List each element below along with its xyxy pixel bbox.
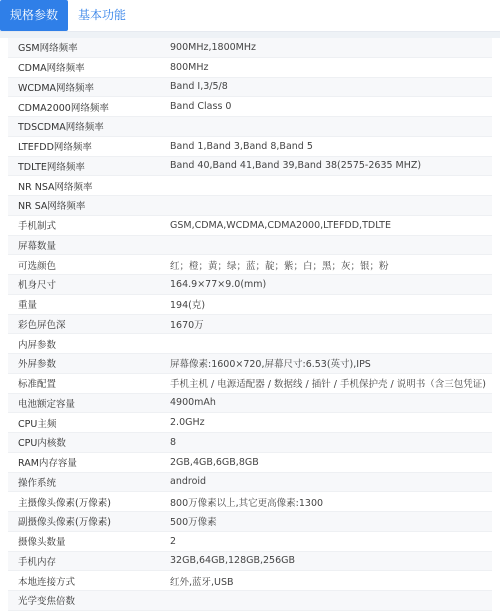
- spec-key: GSM网络频率: [18, 43, 78, 55]
- spec-row: [8, 295, 492, 315]
- spec-key: 手机内存: [18, 556, 57, 568]
- spec-row: [8, 216, 492, 236]
- spec-row: [8, 78, 492, 98]
- spec-row: [8, 275, 492, 295]
- spec-key: 操作系统: [18, 477, 57, 489]
- spec-value: 800万像素以上,其它更高像素:1300: [170, 497, 324, 509]
- spec-value: 屏幕像素:1600×720,屏幕尺寸:6.53(英寸),IPS: [170, 359, 371, 371]
- spec-key: TDLTE网络频率: [18, 161, 85, 173]
- spec-value: Band 1,Band 3,Band 8,Band 5: [170, 140, 313, 152]
- spec-key: TDSCDMA网络频率: [18, 122, 104, 134]
- spec-key: 副摄像头像素(万像素): [18, 517, 111, 529]
- spec-key: CPU主频: [18, 418, 57, 430]
- spec-row: [8, 58, 492, 78]
- spec-key: 主摄像头像素(万像素): [18, 497, 111, 509]
- spec-key: 摄像头数量: [18, 537, 66, 549]
- spec-row: [8, 354, 492, 374]
- spec-row: [8, 433, 492, 453]
- spec-key: RAM内存容量: [18, 458, 77, 470]
- spec-key: CDMA网络频率: [18, 63, 85, 75]
- spec-row: [8, 334, 492, 354]
- spec-value: Band 40,Band 41,Band 39,Band 38(2575-2635 MHZ): [170, 160, 422, 172]
- spec-value: android: [170, 476, 207, 488]
- spec-value: 红；橙；黄；绿；蓝；靛；紫；白；黑；灰；银；粉: [170, 260, 389, 272]
- spec-key: 标准配置: [18, 379, 57, 391]
- spec-row: [8, 492, 492, 512]
- spec-value: 4900mAh: [170, 397, 216, 409]
- spec-row: [8, 571, 492, 591]
- spec-row: [8, 196, 492, 216]
- spec-row: [8, 512, 492, 532]
- spec-row: [8, 137, 492, 157]
- spec-row: [8, 117, 492, 137]
- spec-value: 8: [170, 436, 177, 448]
- spec-value: GSM,CDMA,WCDMA,CDMA2000,LTEFDD,TDLTE: [170, 219, 391, 231]
- spec-row: [8, 315, 492, 335]
- spec-key: 彩色屏色深: [18, 319, 66, 331]
- spec-value: 手机主机 / 电源适配器 / 数据线 / 插针 / 手机保护壳 / 说明书（含三包凭证): [170, 379, 486, 391]
- spec-value: 32GB,64GB,128GB,256GB: [170, 555, 296, 567]
- spec-value: 500万像素: [170, 517, 217, 529]
- spec-row: [8, 97, 492, 117]
- spec-value: Band Class 0: [170, 101, 232, 113]
- tab-bar: [0, 0, 500, 32]
- spec-value: 2: [170, 535, 177, 547]
- spec-value: 1670万: [170, 319, 204, 331]
- spec-value: 2.0GHz: [170, 417, 205, 429]
- spec-value: Band Ⅰ,3/5/8: [170, 81, 228, 93]
- spec-row: [8, 374, 492, 394]
- tab-specs[interactable]: 规格参数: [0, 0, 68, 31]
- spec-value: 164.9×77×9.0(mm): [170, 278, 267, 290]
- spec-value: 900MHz,1800MHz: [170, 41, 256, 53]
- spec-key: CPU内核数: [18, 438, 66, 450]
- spec-key: WCDMA网络频率: [18, 82, 95, 94]
- spec-table: [8, 38, 492, 611]
- spec-value: 红外,蓝牙,USB: [170, 576, 234, 588]
- spec-row: [8, 532, 492, 552]
- spec-row: [8, 394, 492, 414]
- spec-key: CDMA2000网络频率: [18, 102, 109, 114]
- spec-key: 外屏参数: [18, 359, 57, 371]
- spec-value: 194(克): [170, 300, 206, 312]
- spec-row: [8, 38, 492, 58]
- spec-key: 内屏参数: [18, 339, 57, 351]
- spec-key: 光学变焦倍数: [18, 596, 76, 608]
- spec-key: 本地连接方式: [18, 576, 76, 588]
- spec-row: [8, 552, 492, 572]
- spec-key: 手机制式: [18, 221, 57, 233]
- spec-key: 重量: [18, 300, 38, 312]
- spec-key: 屏幕数量: [18, 240, 57, 252]
- spec-row: [8, 473, 492, 493]
- spec-row: [8, 255, 492, 275]
- spec-value: 800MHz: [170, 61, 209, 73]
- spec-row: [8, 176, 492, 196]
- spec-value: 2GB,4GB,6GB,8GB: [170, 456, 259, 468]
- spec-row: [8, 453, 492, 473]
- spec-key: LTEFDD网络频率: [18, 142, 92, 154]
- spec-key: 可选颜色: [18, 260, 57, 272]
- spec-row: [8, 236, 492, 256]
- spec-row: [8, 413, 492, 433]
- spec-row: [8, 591, 492, 611]
- tab-basic-functions[interactable]: 基本功能: [78, 8, 127, 22]
- spec-row: [8, 157, 492, 177]
- spec-key: NR SA网络频率: [18, 201, 86, 213]
- spec-key: NR NSA网络频率: [18, 181, 93, 193]
- spec-key: 机身尺寸: [18, 280, 57, 292]
- spec-key: 电池额定容量: [18, 398, 76, 410]
